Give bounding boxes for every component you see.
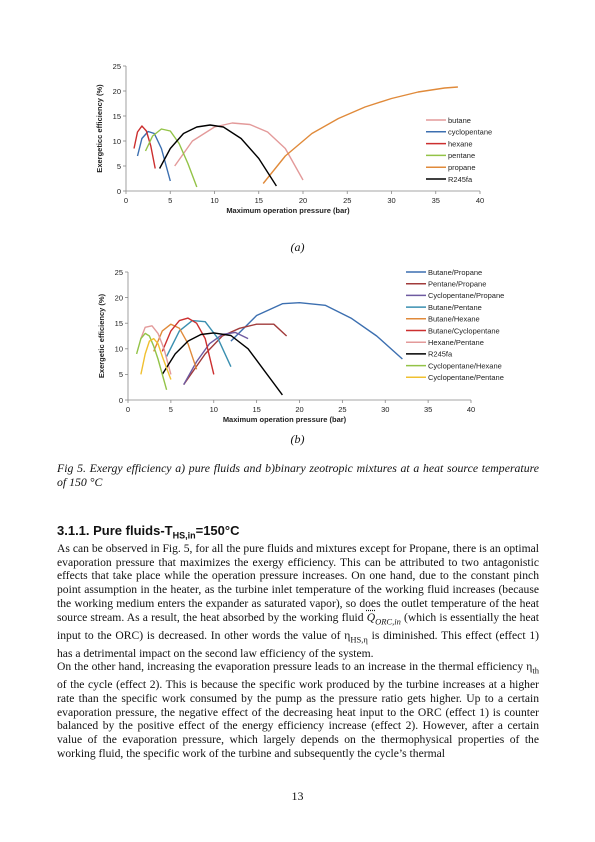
y-tick-label: 0	[118, 395, 123, 405]
paragraph-text: HS,η	[350, 633, 368, 644]
legend-label: Butane/Cyclopentane	[428, 326, 500, 336]
y-axis-label: Exergeticc efficiency (%)	[95, 84, 104, 173]
paragraph-text: (which is essentially the heat input to the ORC) is decreased. In other words the value of η	[57, 610, 539, 642]
x-axis-label: Maximum operation pressure (bar)	[226, 206, 350, 215]
y-tick-label: 15	[114, 319, 123, 328]
series-line	[137, 333, 167, 389]
x-axis-label: Maximum operation pressure (bar)	[222, 415, 347, 424]
y-tick-label: 5	[116, 161, 121, 171]
x-tick-label: 20	[295, 405, 304, 414]
y-tick-label: 10	[114, 344, 123, 354]
series-line	[175, 123, 303, 180]
legend-label: Cyclopentane/Propane	[428, 291, 505, 301]
chart-b	[0, 262, 595, 424]
x-tick-label: 0	[125, 405, 131, 414]
series-line	[263, 87, 458, 184]
y-tick-label: 10	[112, 136, 121, 146]
y-tick-label: 25	[114, 267, 123, 277]
x-tick-label: 15	[252, 405, 261, 414]
legend-label: Butane/Propane	[428, 267, 483, 277]
paragraph	[57, 660, 539, 760]
series-line	[162, 318, 214, 374]
chart-b-svg	[0, 262, 595, 424]
legend-label: Pentane/Propane	[428, 279, 487, 289]
heading-tail: =150°C	[195, 523, 240, 538]
x-tick-label: 30	[381, 405, 390, 414]
paragraph	[57, 542, 539, 660]
legend-label: Hexane/Pentane	[428, 338, 484, 347]
section-heading	[57, 523, 239, 541]
y-tick-label: 20	[112, 86, 121, 96]
chart-a	[0, 55, 595, 230]
x-tick-label: 25	[338, 405, 347, 414]
paragraph-text: of the cycle (effect 2). This is because the specific work produced by the turbine increases at a higher rate than the specific work consumed by the pump as the pressure ratio gets higher. Up to a certain evaporation pressure, the negative effect of the decreasing heat input to the ORC (effect 1) is counter balanced by the positive effect of the energy efficiency increase (effect 2). However, after a certain value of the evaporation pressure, which largely depends on the thermophysical properties of the working fluid, the specific work of the turbine and subsequently the cycle’s thermal	[57, 678, 539, 760]
body-text	[57, 542, 539, 760]
legend-label: pentane	[448, 151, 476, 161]
series-line	[160, 125, 277, 186]
x-tick-label: 40	[466, 405, 476, 414]
x-tick-label: 40	[475, 196, 485, 205]
x-tick-label: 10	[210, 196, 219, 205]
x-tick-label: 15	[254, 196, 263, 205]
legend-label: hexane	[448, 139, 473, 149]
x-tick-label: 10	[209, 405, 218, 414]
legend-label: propane	[448, 163, 476, 172]
x-tick-label: 0	[123, 196, 129, 205]
y-axis-label: Exergetic efficiency (%)	[97, 293, 106, 379]
series-line	[154, 324, 197, 369]
paragraph-text: On the other hand, increasing the evaporation pressure leads to an increase in the thermal efficiency η	[57, 660, 533, 674]
paragraph-text: is diminished. This effect (effect 1) has a detrimental impact on the second law efficiency of the system.	[57, 628, 539, 660]
heading-sub: HS,in	[172, 530, 196, 541]
x-tick-label: 20	[298, 196, 308, 205]
figure-caption: Fig 5. Exergy efficiency a) pure fluids and b)binary zeotropic mixtures at a heat source temperature of 150 °C	[57, 461, 539, 489]
paragraph-text: Q	[366, 610, 376, 624]
series-line	[184, 324, 287, 384]
legend-label: R245fa	[428, 349, 453, 359]
page-number: 13	[291, 789, 304, 803]
panel-label-b: (b)	[290, 432, 305, 446]
legend-label: butane	[448, 115, 471, 125]
paragraph-text: As can be observed in Fig. 5, for all the pure fluids and mixtures except for Propane, there is an optimal evaporation pressure that maximizes the exergy efficiency. This can be attributed to two antagonistic effects that take place while the operation pressure increases. On one hand, due to the constant pinch point assumption in the heater, as the turbine inlet temperature of the working fluid increases (because the working medium enters the expander as saturated vapor), so does the outlet temperature of the heat source stream. As a result, the heat absorbed by the working fluid	[57, 542, 539, 624]
x-tick-label: 35	[423, 405, 433, 414]
x-tick-label: 25	[343, 196, 352, 205]
x-tick-label: 35	[431, 196, 440, 205]
legend-label: Butane/Pentane	[428, 302, 482, 312]
y-tick-label: 20	[114, 293, 123, 303]
x-tick-label: 5	[168, 405, 173, 414]
paragraph-text: ORC,in	[375, 615, 401, 626]
series-line	[162, 333, 282, 395]
paragraph-text: th	[532, 665, 539, 676]
heading-main: 3.1.1. Pure fluids-T	[57, 523, 173, 538]
legend-label: cyclopentane	[448, 127, 493, 137]
chart-a-svg	[0, 55, 595, 230]
legend-label: Butane/Hexane	[428, 314, 480, 324]
panel-label-a: (a)	[290, 240, 305, 254]
y-tick-label: 25	[112, 61, 121, 71]
series-line	[231, 303, 403, 359]
legend-label: R245fa	[448, 174, 473, 184]
legend-label: Cyclopentane/Hexane	[428, 361, 502, 371]
y-tick-label: 0	[116, 186, 121, 196]
y-tick-label: 5	[118, 370, 123, 380]
legend-label: Cyclopentane/Pentane	[428, 373, 504, 383]
x-tick-label: 5	[168, 196, 173, 205]
y-tick-label: 15	[112, 111, 121, 121]
x-tick-label: 30	[387, 196, 396, 205]
